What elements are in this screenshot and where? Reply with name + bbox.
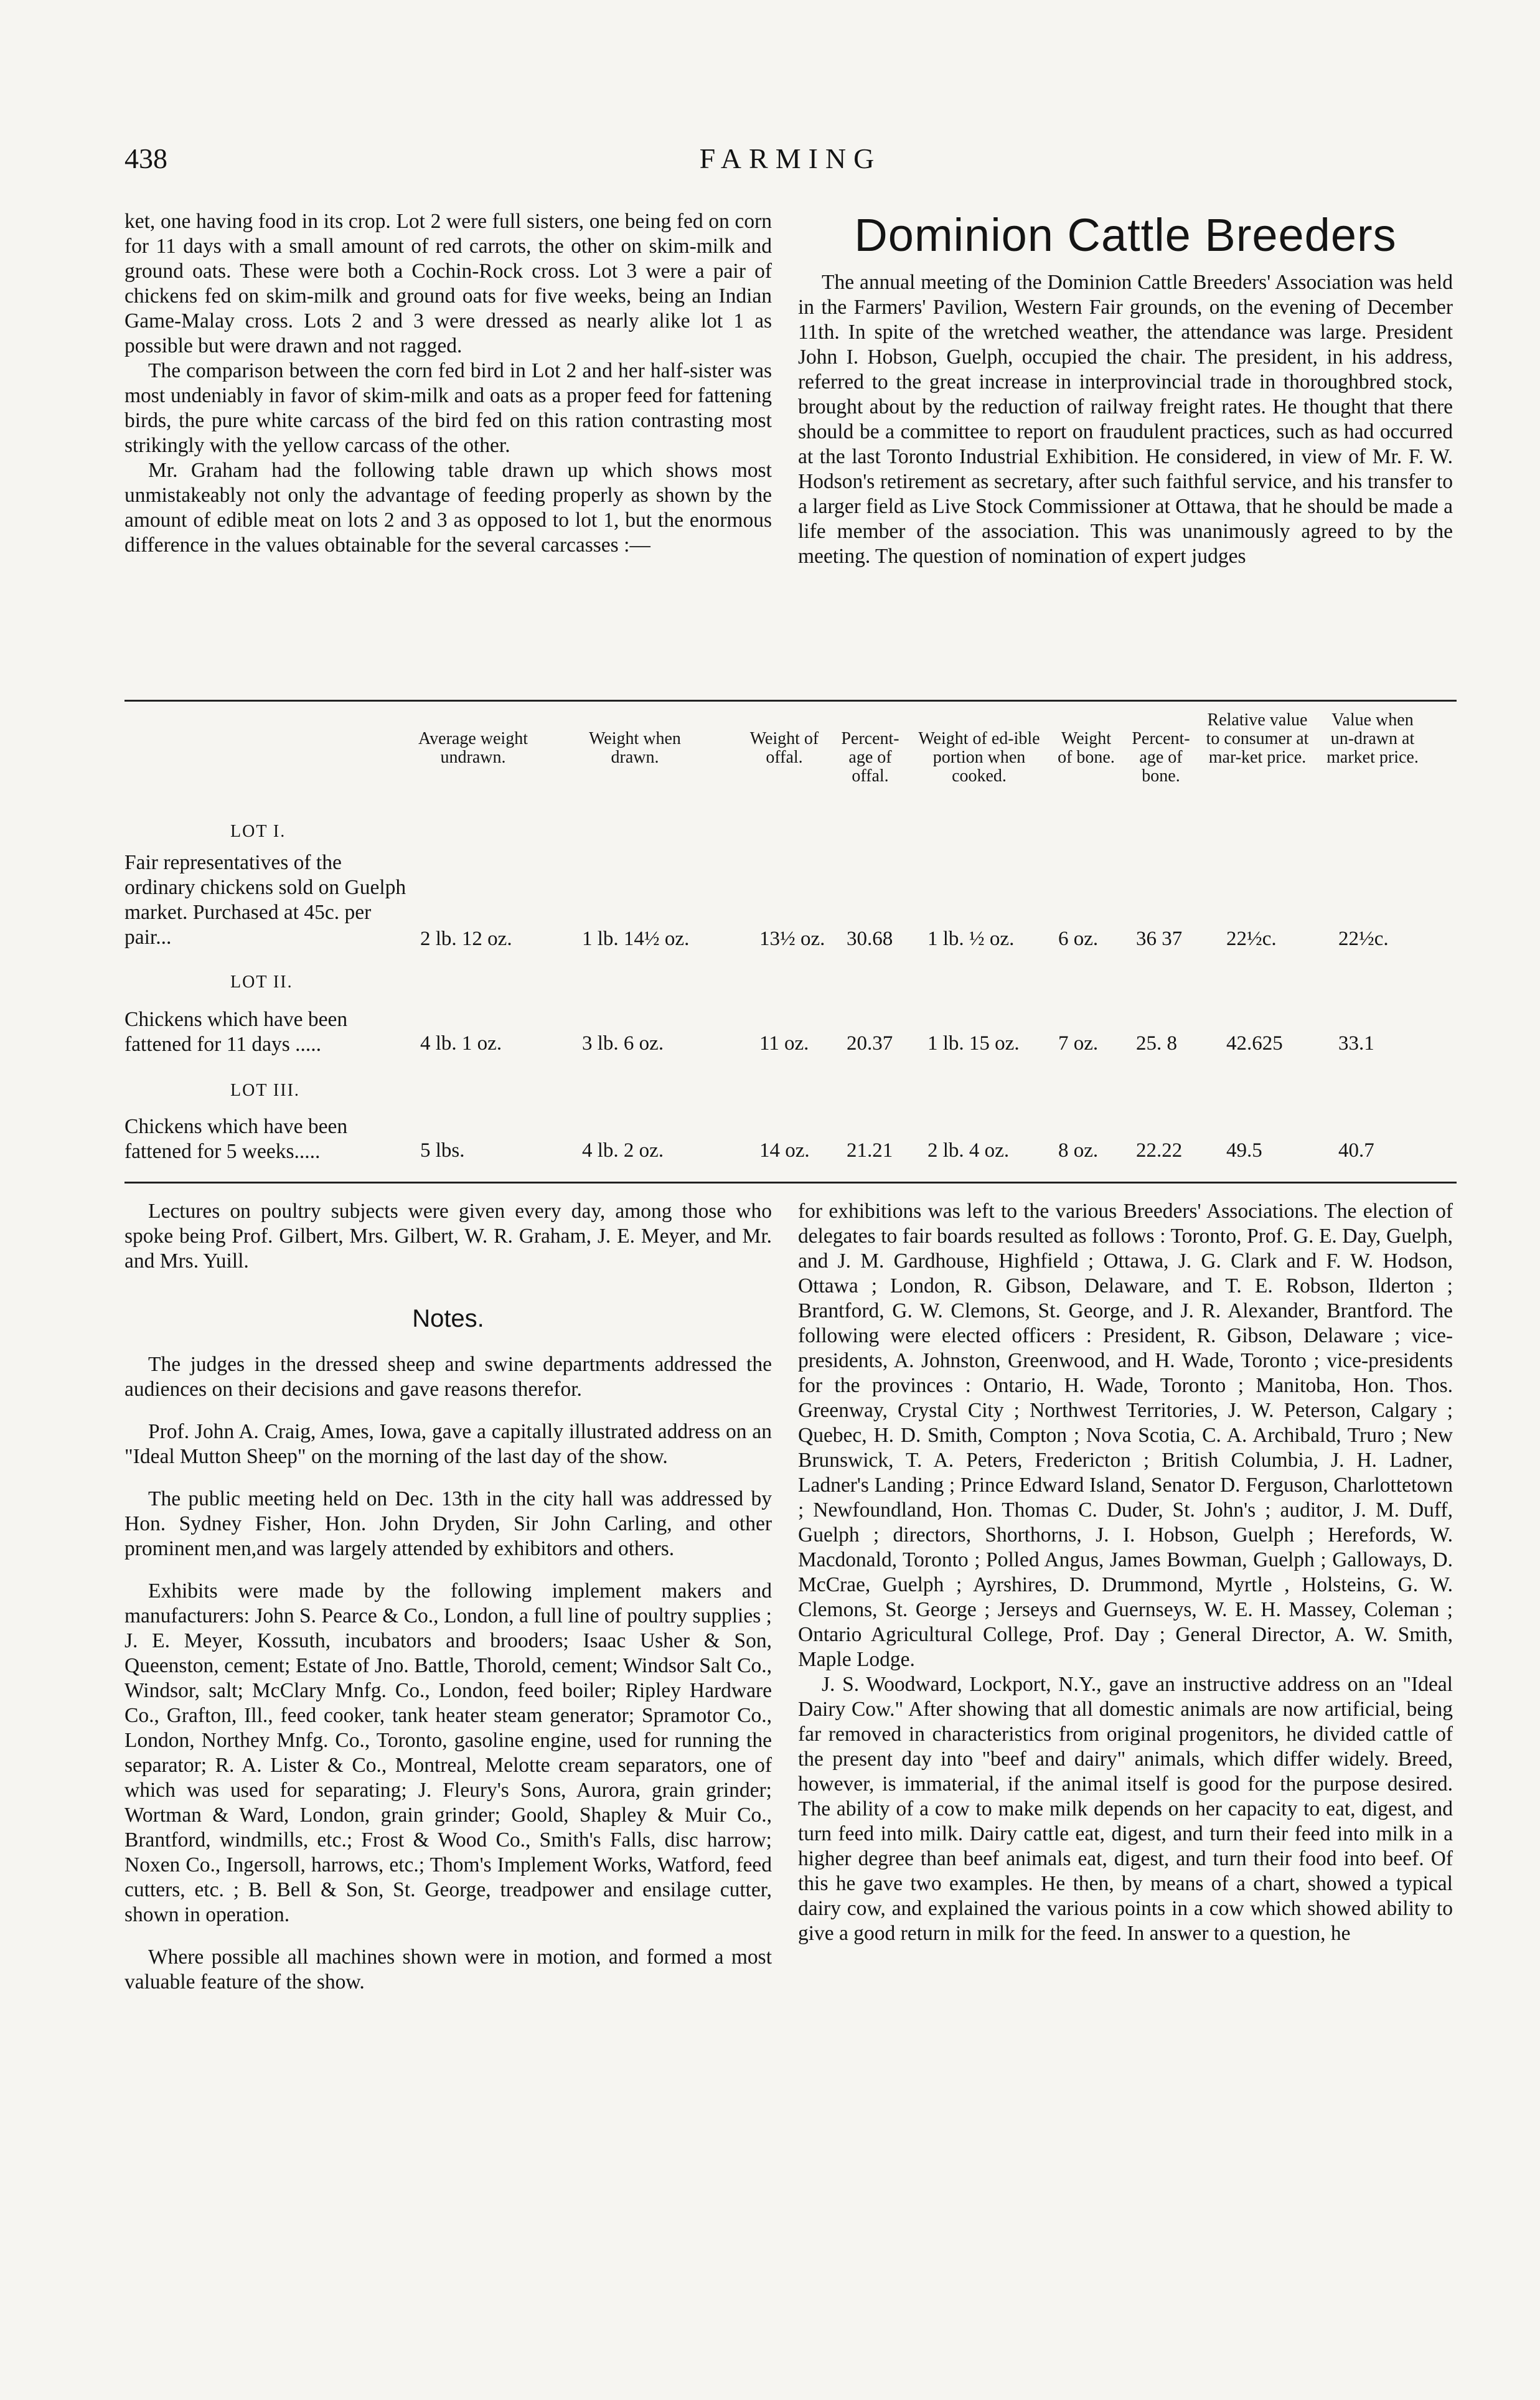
row-description: Chickens which have been fattened for 5 weeks.....	[124, 1115, 348, 1163]
paragraph: The judges in the dressed sheep and swine departments addressed the audiences on their decisions and gave reasons therefor.	[124, 1353, 772, 1401]
table-cell: 22.22	[1136, 1139, 1183, 1162]
table-cell: 5 lbs.	[420, 1139, 465, 1162]
poultry-table	[124, 704, 1457, 1183]
paragraph: Where possible all machines shown were in motion, and formed a most valuable feature of the show.	[124, 1946, 772, 1993]
paragraph: for exhibitions was left to the various Breeders' Associations. The election of delegates to fair boards resulted as follows : Toronto, Prof. G. E. Day, Guelph, and J. M. Gardhouse, Highfield ; Ottawa, J. G. Clark and F. W. Hodson, Ottawa ; London, R. Gibson, Delaware, and T. E. Robson, Ilderton ; Brantford, G. W. Clemons, St. George, and J. R. Alexander, Brantford. The following were elected officers : President, R. Gibson, Delaware ; vice-presidents, A. Johnston, Greenwood, and H. Wade, Toronto ; vice-presidents for the provinces : Ontario, H. Wade, Toronto ; Manitoba, Hon. Thos. Greenway, Crystal City ; Northwest Territories, J. W. Peterson, Calgary ; Quebec, H. D. Smith, Compton ; Nova Scotia, C. A. Archibald, Truro ; New Brunswick, T. A. Peters, Fredericton ; British Columbia, J. H. Ladner, Ladner's Landing ; Prince Edward Island, Senator D. Ferguson, Charlottetown ; Newfoundland, Hon. Thomas C. Duder, St. John's ; auditor, J. M. Duff, Guelph ; directors, Shorthorns, J. I. Hobson, Guelph ; Herefords, W. Macdonald, Toronto ; Polled Angus, James Bowman, Guelph ; Galloways, D. McCrae, Guelph ; Ayrshires, D. Drummond, Myrtle , Holsteins, G. W. Clemons, St. George ; Jerseys and Guernseys, W. E. H. Massey, Coleman ; Ontario Agricultural College, Prof. Day ; General Director, A. W. Smith, Maple Lodge.	[798, 1200, 1453, 1671]
paragraph: Exhibits were made by the following implement makers and manufacturers: John S. Pearce & Co., London, a full line of poultry supplies ; J. E. Meyer, Kossuth, incubators and brooders; Isaac Usher & Son, Queenston, cement; Estate of Jno. Battle, Thorold, cement; Windsor Salt Co., Windsor, salt; McClary Mnfg. Co., London, feed boiler; Ripley Hardware Co., Grafton, Ill., feed cooker, tank heater steam generator; Spramotor Co., London, Northey Mnfg. Co., Toronto, gasoline engine, used for running the separator; R. A. Lister & Co., Montreal, Melotte cream separators, one of which was used for separating; J. Fleury's Sons, Aurora, grain grinder; Wortman & Ward, London, grain grinder; Goold, Shapley & Muir Co., Brantford, windmills, etc.; Frost & Wood Co., Smith's Falls, disc harrow; Noxen Co., Ingersoll, harrows, etc.; Thom's Implement Works, Watford, feed cutters, etc. ; B. Bell & Son, St. George, treadpower and ensilage cutter, shown in operation.	[124, 1579, 772, 1926]
article-title: Dominion Cattle Breeders	[854, 209, 1397, 261]
row-description: Chickens which have been fattened for 11 days .....	[124, 1008, 348, 1056]
column-header: Percent-age of offal.	[841, 729, 899, 786]
column-header: Weight of bone.	[1058, 729, 1115, 767]
column-header: Percent-age of bone.	[1132, 729, 1190, 786]
table-cell: 40.7	[1338, 1139, 1374, 1162]
table-cell: 36 37	[1136, 928, 1183, 950]
table-cell: 1 lb. ½ oz.	[927, 928, 1015, 950]
paragraph: The annual meeting of the Dominion Cattle Breeders' Association was held in the Farmers' Pavilion, Western Fair grounds, on the evening of December 11th. In spite of the wretched weather, the attendance was large. President John I. Hobson, Guelph, occupied the chair. The president, in his address, referred to the great increase in interprovincial trade in thoroughbred stock, brought about by the reduction of railway freight rates. He thought that there should be a committee to report on fraudulent practices, such as had occurred at the last Toronto Industrial Exhibition. He considered, in view of Mr. F. W. Hodson's retirement as secretary, after such faithful service, and his transfer to a larger field as Live Stock Commissioner at Ottawa, that he should be made a life member of the association. This was unanimously agreed to by the meeting. The question of nomination of expert judges	[798, 271, 1453, 568]
table-top-rule	[124, 700, 1457, 702]
column-header: Value when un-drawn at market price.	[1326, 710, 1419, 767]
column-header: Weight of offal.	[749, 729, 819, 767]
running-head: FARMING	[699, 143, 882, 174]
paragraph: The comparison between the corn fed bird in Lot 2 and her half-sister was most undeniably in favor of skim-milk and oats as a proper feed for fattening birds, the pure white carcass of the bird fed on this ration contrasting most strikingly with the yellow carcass of the other.	[124, 359, 772, 457]
table-cell: 1 lb. 15 oz.	[927, 1032, 1020, 1055]
table-bottom-rule	[124, 1182, 1457, 1184]
paragraph: Prof. John A. Craig, Ames, Iowa, gave a capitally illustrated address on an "Ideal Mutton Sheep" on the morning of the last day of the show.	[124, 1420, 772, 1468]
table-cell: 49.5	[1226, 1139, 1262, 1162]
table-cell: 2 lb. 12 oz.	[420, 928, 512, 950]
left-column-bottom	[124, 1199, 772, 1995]
lot-label: LOT I.	[230, 822, 286, 841]
table-cell: 4 lb. 1 oz.	[420, 1032, 502, 1055]
table-cell: 3 lb. 6 oz.	[582, 1032, 664, 1055]
lot-label: LOT II.	[230, 972, 293, 992]
table-cell: 30.68	[847, 928, 893, 950]
table-cell: 1 lb. 14½ oz.	[582, 928, 690, 950]
paragraph: J. S. Woodward, Lockport, N.Y., gave an instructive address on an "Ideal Dairy Cow." After showing that all domestic animals are now artificial, being far removed in characteristics from original progenitors, he divided cattle of the present day into "beef and dairy" animals, which differ widely. Breed, however, is immaterial, if the animal itself is good for the purpose desired. The ability of a cow to make milk depends on her capacity to eat, digest, and turn feed into milk. Dairy cattle eat, digest, and turn their feed into milk in a higher degree than beef animals eat, digest, and turn their food into beef. Of this he gave two examples. He then, by means of a chart, showed a typical dairy cow, and explained the various points in a cow which showed ability to give a good return in milk for the feed. In answer to a question, he	[798, 1673, 1453, 1945]
paragraph: The public meeting held on Dec. 13th in the city hall was addressed by Hon. Sydney Fisher, Hon. John Dryden, Sir John Carling, and other prominent men,and was largely attended by exhibitors and others.	[124, 1487, 772, 1560]
paragraph: Lectures on poultry subjects were given every day, among those who spoke being Prof. Gilbert, Mrs. Gilbert, W. R. Graham, J. E. Meyer, and Mr. and Mrs. Yuill.	[124, 1200, 772, 1273]
table-cell: 21.21	[847, 1139, 893, 1162]
column-header: Relative value to consumer at mar-ket price.	[1206, 710, 1309, 767]
table-cell: 25. 8	[1136, 1032, 1177, 1055]
table-cell: 11 oz.	[759, 1032, 809, 1055]
table-cell: 42.625	[1226, 1032, 1283, 1055]
table-cell: 6 oz.	[1058, 928, 1099, 950]
row-description: Fair representatives of the ordinary chickens sold on Guelph market. Purchased at 45c. per pair...	[124, 851, 406, 949]
section-heading-notes: Notes.	[412, 1305, 484, 1332]
table-cell: 4 lb. 2 oz.	[582, 1139, 664, 1162]
right-column-top	[798, 209, 1453, 569]
page-header	[124, 142, 1457, 179]
page-number: 438	[124, 143, 167, 174]
table-cell: 22½c.	[1226, 928, 1277, 950]
column-header: Average weight undrawn.	[418, 729, 528, 767]
table-cell: 22½c.	[1338, 928, 1389, 950]
table-cell: 2 lb. 4 oz.	[927, 1139, 1010, 1162]
paragraph: ket, one having food in its crop. Lot 2 were full sisters, one being fed on corn for 11 days with a small amount of red carrots, the other on skim-milk and ground oats. These were both a Cochin-Rock cross. Lot 3 were a pair of chickens fed on skim-milk and ground oats for five weeks, being an Indian Game-Malay cross. Lots 2 and 3 were dressed as nearly alike lot 1 as possible but were drawn and not ragged.	[124, 210, 772, 357]
column-header: Weight of ed-ible portion when cooked.	[918, 729, 1040, 786]
right-column-bottom	[798, 1199, 1453, 1946]
table-cell: 7 oz.	[1058, 1032, 1099, 1055]
table-cell: 20.37	[847, 1032, 893, 1055]
table-cell: 14 oz.	[759, 1139, 810, 1162]
lot-label: LOT III.	[230, 1081, 300, 1100]
paragraph: Mr. Graham had the following table drawn up which shows most unmistakeably not only the advantage of feeding properly as shown by the amount of edible meat on lots 2 and 3 as opposed to lot 1, but the enormous difference in the values obtainable for the several carcasses :—	[124, 459, 772, 557]
table-cell: 13½ oz.	[759, 928, 825, 950]
column-header: Weight when drawn.	[589, 729, 681, 767]
left-column-top	[124, 209, 772, 558]
table-cell: 33.1	[1338, 1032, 1374, 1055]
table-cell: 8 oz.	[1058, 1139, 1099, 1162]
